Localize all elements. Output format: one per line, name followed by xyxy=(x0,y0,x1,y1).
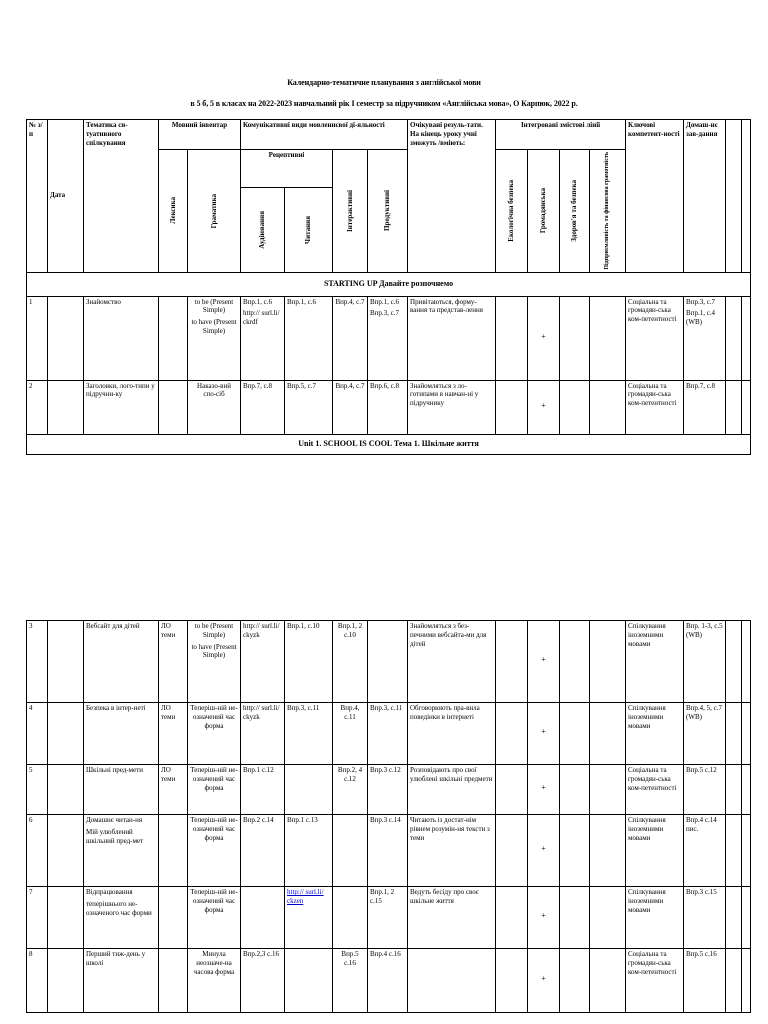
row-fin xyxy=(590,949,626,1013)
document-subtitle: в 5 б, 5 в класах на 2022-2023 навчальний рік І семестр за підручником «Англійська мова», О Карпюк, 2022 р. xyxy=(190,99,578,108)
row-num: 2 xyxy=(27,380,48,434)
row-listening: http:// surl.li/ ckyzk xyxy=(241,703,285,765)
row-key: Спілкування іноземними мовами xyxy=(626,815,684,887)
row-fin xyxy=(590,815,626,887)
header-productive: Продуктивні xyxy=(383,190,392,232)
row-homework: Впр. 1-3, с.5 (WB) xyxy=(684,621,726,703)
row-civic: + xyxy=(528,380,560,434)
row-results: Читають із достат-нім рівнем розумін-ня тексти з теми xyxy=(408,815,496,887)
row-reading: Впр.5, с.7 xyxy=(285,380,333,434)
row-civic: + xyxy=(528,296,560,380)
row-num: 8 xyxy=(27,949,48,1013)
row-extra2 xyxy=(742,296,751,380)
row-fin xyxy=(590,703,626,765)
row-interactive xyxy=(333,887,368,949)
header-homework: Домаш-нє зав-дання xyxy=(684,120,726,273)
row-results: Обговорюють пра-вила поведінки в інтернеті xyxy=(408,703,496,765)
row-extra2 xyxy=(742,380,751,434)
table-row xyxy=(27,703,751,765)
row-extra xyxy=(726,765,742,815)
row-homework: Впр.7, с.8 xyxy=(684,380,726,434)
row-productive: Впр.4 с.16 xyxy=(368,949,408,1013)
row-theme: Домашнє читан-ня Мій улюблений шкільний пред-мет xyxy=(84,815,159,887)
row-productive: Впр.3 с.14 xyxy=(368,815,408,887)
row-env xyxy=(496,621,528,703)
row-listening: Впр.7, с.8 xyxy=(241,380,285,434)
reading-link[interactable]: http:// surl.li/ ckzen xyxy=(287,888,324,905)
table-row xyxy=(27,765,751,815)
row-date xyxy=(48,380,84,434)
header-civic: Громадянська xyxy=(539,188,548,234)
plan-table-page2 xyxy=(26,620,751,1013)
row-lexis: ЛО теми xyxy=(159,621,188,703)
row-civic: + xyxy=(528,815,560,887)
table-row xyxy=(27,380,751,434)
row-grammar: Минула неозначе-на часова форма xyxy=(188,949,241,1013)
row-productive: Впр.1, 2 с.15 xyxy=(368,887,408,949)
row-lexis xyxy=(159,296,188,380)
row-lexis: ЛО теми xyxy=(159,765,188,815)
row-health xyxy=(560,815,590,887)
header-theme: Тематика си-туативного спілкування xyxy=(84,120,159,273)
row-results: Знайомляться з без-печними вебсайта-ми для дітей xyxy=(408,621,496,703)
row-num: 7 xyxy=(27,887,48,949)
row-results: Розповідають про свої улюблені шкільні предмети xyxy=(408,765,496,815)
header-lang: Мовний інвентар xyxy=(159,120,241,150)
row-theme: Знайомство xyxy=(84,296,159,380)
header-key: Ключові компетент-ності xyxy=(626,120,684,273)
row-results: Ведуть бесіду про своє шкільне життя xyxy=(408,887,496,949)
row-civic: + xyxy=(528,887,560,949)
row-health xyxy=(560,887,590,949)
row-theme: Перший тиж-день у школі xyxy=(84,949,159,1013)
row-extra2 xyxy=(742,949,751,1013)
row-interactive: Впр.2, 4 с.12 xyxy=(333,765,368,815)
row-date xyxy=(48,703,84,765)
row-reading xyxy=(285,949,333,1013)
row-health xyxy=(560,621,590,703)
row-listening: Впр.2 с.14 xyxy=(241,815,285,887)
header-receptive: Рецептивні xyxy=(241,150,333,188)
row-listening: Впр.1 с.12 xyxy=(241,765,285,815)
row-fin xyxy=(590,887,626,949)
row-extra xyxy=(726,296,742,380)
header-comm: Комунікативні види мовленнєвої ді-яльності xyxy=(241,120,408,150)
row-env xyxy=(496,703,528,765)
row-date xyxy=(48,296,84,380)
row-reading: Впр.1, с.10 xyxy=(285,621,333,703)
row-interactive xyxy=(333,815,368,887)
header-reading: Читання xyxy=(304,215,313,244)
row-num: 6 xyxy=(27,815,48,887)
row-env xyxy=(496,296,528,380)
row-interactive: Впр.4, с.11 xyxy=(333,703,368,765)
row-grammar: Наказо-вий спо-сіб xyxy=(188,380,241,434)
row-extra2 xyxy=(742,765,751,815)
row-extra2 xyxy=(742,887,751,949)
row-lexis xyxy=(159,815,188,887)
plan-table-page1 xyxy=(26,119,751,455)
row-civic: + xyxy=(528,703,560,765)
row-key: Спілкування іноземними мовами xyxy=(626,703,684,765)
row-listening: Впр.1, с.6 http:// surl.li/ ckrdf xyxy=(241,296,285,380)
row-interactive: Впр.4, с.7 xyxy=(333,380,368,434)
row-env xyxy=(496,949,528,1013)
header-date: Дата xyxy=(48,120,84,273)
row-productive: Впр.6, с.8 xyxy=(368,380,408,434)
row-extra xyxy=(726,815,742,887)
row-date xyxy=(48,765,84,815)
row-homework: Впр.3 с.15 xyxy=(684,887,726,949)
row-grammar: to be (Present Simple) to have (Present Simple) xyxy=(188,296,241,380)
header-fin: Підприємливість та фінансова грамотність xyxy=(603,152,610,270)
row-extra2 xyxy=(742,703,751,765)
header-health: Здоров'я та безпека xyxy=(570,179,579,242)
row-num: 1 xyxy=(27,296,48,380)
row-lexis xyxy=(159,949,188,1013)
row-theme: Шкільні пред-мети xyxy=(84,765,159,815)
header-results: Очікувані резуль-тати. На кінець уроку учні зможуть /вміють: xyxy=(408,120,496,273)
section-starting-up: STARTING UP Давайте розпочнемо xyxy=(27,272,751,296)
row-date xyxy=(48,815,84,887)
row-grammar: Теперіш-ній не-означений час форма xyxy=(188,815,241,887)
row-key: Спілкування іноземними мовами xyxy=(626,887,684,949)
row-theme: Заголовки, лого-типи у підручни-ку xyxy=(84,380,159,434)
header-listening: Аудіювання xyxy=(258,211,267,249)
row-extra xyxy=(726,380,742,434)
row-homework: Впр.4, 5, с.7 (WB) xyxy=(684,703,726,765)
table-row xyxy=(27,949,751,1013)
table-row xyxy=(27,887,751,949)
row-extra xyxy=(726,887,742,949)
row-productive xyxy=(368,621,408,703)
row-fin xyxy=(590,296,626,380)
row-homework: Впр.4 с.14 пис. xyxy=(684,815,726,887)
row-civic: + xyxy=(528,765,560,815)
row-num: 5 xyxy=(27,765,48,815)
row-num: 3 xyxy=(27,621,48,703)
row-health xyxy=(560,703,590,765)
row-results xyxy=(408,949,496,1013)
row-num: 4 xyxy=(27,703,48,765)
row-reading xyxy=(285,765,333,815)
row-results: Знайомляться з ло-готипами в навчан-ні у підручнику xyxy=(408,380,496,434)
section-unit1: Unit 1. SCHOOL IS COOL Тема 1. Шкільне життя xyxy=(27,434,751,454)
row-reading: Впр.3, с.11 xyxy=(285,703,333,765)
row-extra xyxy=(726,703,742,765)
header-num: № з/п xyxy=(27,120,48,273)
row-theme: Вебсайт для дітей xyxy=(84,621,159,703)
row-grammar: to be (Present Simple) to have (Present Simple) xyxy=(188,621,241,703)
row-lexis xyxy=(159,887,188,949)
row-theme: Відпрацювання теперішнього не-означеного час форми xyxy=(84,887,159,949)
row-date xyxy=(48,621,84,703)
row-listening xyxy=(241,887,285,949)
header-env: Екологічна безпека xyxy=(507,179,516,242)
row-health xyxy=(560,949,590,1013)
table-row xyxy=(27,621,751,703)
table-row xyxy=(27,296,751,380)
row-homework: Впр.3, с.7 Впр.1, с.4 (WB) xyxy=(684,296,726,380)
row-key: Соціальна та громадян-ська ком-петентності xyxy=(626,380,684,434)
row-grammar: Теперіш-ній не-означений час форма xyxy=(188,887,241,949)
row-productive: Впр.3, с.11 xyxy=(368,703,408,765)
row-extra2 xyxy=(742,621,751,703)
row-env xyxy=(496,887,528,949)
row-health xyxy=(560,296,590,380)
row-homework: Впр.5 с.16 xyxy=(684,949,726,1013)
row-extra xyxy=(726,621,742,703)
row-env xyxy=(496,380,528,434)
row-fin xyxy=(590,765,626,815)
row-env xyxy=(496,765,528,815)
row-listening: http:// surl.li/ ckyzk xyxy=(241,621,285,703)
row-health xyxy=(560,765,590,815)
row-homework: Впр.5 с.12 xyxy=(684,765,726,815)
row-key: Спілкування іноземними мовами xyxy=(626,621,684,703)
header-grammar: Граматика xyxy=(209,193,218,228)
row-civic: + xyxy=(528,621,560,703)
row-key: Соціальна та громадян-ська ком-петентності xyxy=(626,765,684,815)
row-lexis xyxy=(159,380,188,434)
row-interactive: Впр.1, 2 с.10 xyxy=(333,621,368,703)
row-productive: Впр.1, с.6 Впр.3, с.7 xyxy=(368,296,408,380)
row-fin xyxy=(590,380,626,434)
row-theme: Безпека в інтер-неті xyxy=(84,703,159,765)
table-row xyxy=(27,815,751,887)
row-productive: Впр.3 с.12 xyxy=(368,765,408,815)
row-grammar: Теперіш-ній не-означений час форма xyxy=(188,703,241,765)
row-reading: Впр.1, с.6 xyxy=(285,296,333,380)
row-reading: Впр.1 с.13 xyxy=(285,815,333,887)
row-date xyxy=(48,887,84,949)
row-lexis: ЛО теми xyxy=(159,703,188,765)
row-health xyxy=(560,380,590,434)
header-integrated: Інтегровані змістові лінії xyxy=(496,120,626,150)
row-env xyxy=(496,815,528,887)
document-title: Календарно-тематичне планування з англійської мови xyxy=(287,78,481,87)
row-listening: Впр.2,3 с.16 xyxy=(241,949,285,1013)
header-interactive: Інтерактивні xyxy=(345,189,354,232)
row-interactive: Впр.4, с.7 xyxy=(333,296,368,380)
row-results: Привітаються, форму-вання та представ-лення xyxy=(408,296,496,380)
row-key: Соціальна та громадян-ська ком-петентності xyxy=(626,296,684,380)
row-civic: + xyxy=(528,949,560,1013)
header-lexis: Лексика xyxy=(168,197,177,225)
row-interactive: Впр.5 с.16 xyxy=(333,949,368,1013)
row-grammar: Теперіш-ній не-означений час форма xyxy=(188,765,241,815)
row-date xyxy=(48,949,84,1013)
row-extra xyxy=(726,949,742,1013)
row-extra2 xyxy=(742,815,751,887)
row-key: Соціальна та громадян-ська ком-петентності xyxy=(626,949,684,1013)
row-fin xyxy=(590,621,626,703)
row-reading xyxy=(285,887,333,949)
